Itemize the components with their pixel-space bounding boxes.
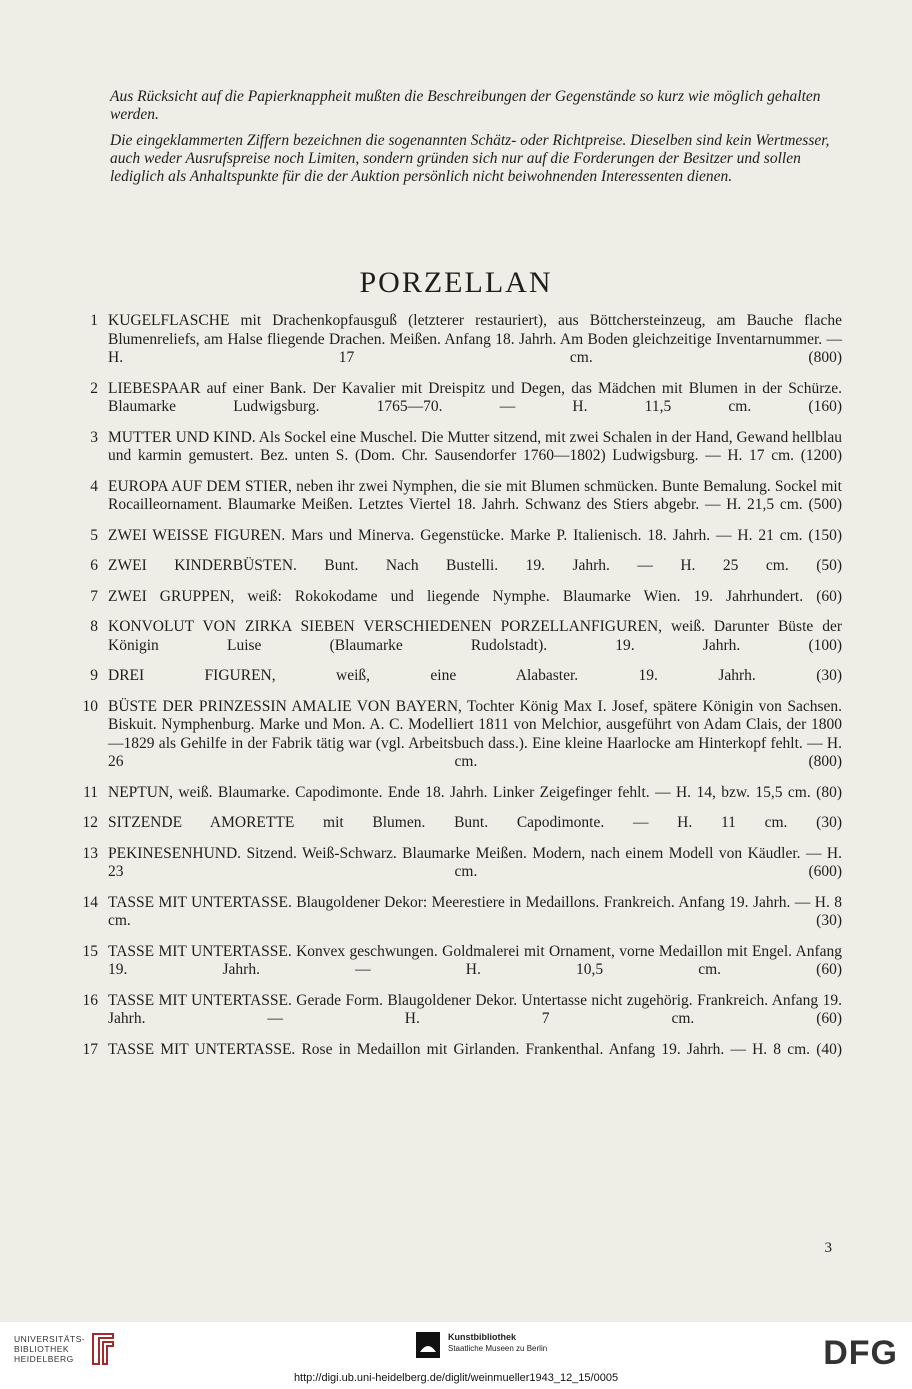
lot-text: TASSE MIT UNTERTASSE. Rose in Medaillon mit Girlanden. Frankenthal. Anfang 19. Jahrh. — H. 8 cm. — [108, 1040, 811, 1058]
lot-number: 4 — [90, 477, 98, 495]
uni-line-3: HEIDELBERG — [14, 1354, 74, 1364]
dfg-logo[interactable]: DFG — [823, 1334, 898, 1372]
lot-number: 16 — [82, 991, 98, 1009]
lot-number: 5 — [90, 526, 98, 544]
source-url[interactable]: http://digi.ub.uni-heidelberg.de/diglit/weinmueller1943_12_15/0005 — [293, 1372, 619, 1384]
lot-entry — [60, 527, 842, 546]
lot-entry — [60, 943, 842, 980]
kb-title: Kunstbibliothek — [448, 1332, 516, 1342]
lot-entry — [60, 698, 842, 772]
lot-text: TASSE MIT UNTERTASSE. Gerade Form. Blaugoldener Dekor. Untertasse nicht zugehörig. Frankreich. Anfang 19. Jahrh. — H. 7 cm. — [108, 991, 842, 1027]
lot-entry — [60, 312, 842, 368]
lot-text: ZWEI GRUPPEN, weiß: Rokokodame und liegende Nymphe. Blaumarke Wien. 19. Jahrhundert. — [108, 587, 804, 605]
lot-description — [108, 527, 842, 546]
kunstbibliothek-text — [448, 1332, 547, 1354]
uni-line-1: UNIVERSITÄTS- — [14, 1334, 86, 1344]
lot-entry — [60, 814, 842, 833]
lot-number: 7 — [90, 587, 98, 605]
lot-number: 17 — [82, 1040, 98, 1058]
lot-description — [108, 698, 842, 772]
lot-number: 8 — [90, 618, 98, 635]
lot-description — [108, 814, 842, 833]
page-number: 3 — [824, 1240, 832, 1256]
lot-description — [108, 312, 842, 368]
lot-number: 13 — [82, 844, 98, 862]
lot-estimate: (60) — [816, 587, 843, 605]
intro-note — [110, 88, 840, 194]
lot-text: ZWEI KINDERBÜSTEN. Bunt. Nach Bustelli. 19. Jahrh. — H. 25 cm. — [108, 557, 789, 574]
intro-paragraph-1: Aus Rücksicht auf die Papierknappheit mußten die Beschreibungen der Gegenstände so kurz wie möglich gehalten werden. — [110, 88, 821, 123]
lot-description — [108, 667, 842, 686]
lot-number: 2 — [90, 379, 98, 397]
footer-bar — [0, 1322, 912, 1389]
lot-text: TASSE MIT UNTERTASSE. Blaugoldener Dekor: Meerestiere in Medaillons. Frankreich. Anfang 19. Jahrh. — H. 8 cm. — [108, 893, 842, 929]
lot-description — [108, 429, 842, 466]
lot-entry — [60, 992, 842, 1029]
lot-entry — [60, 845, 842, 882]
lot-number: 10 — [82, 697, 98, 715]
lot-estimate: (60) — [816, 1010, 843, 1027]
lot-entry — [60, 557, 842, 576]
lot-text: NEPTUN, weiß. Blaumarke. Capodimonte. Ende 18. Jahrh. Linker Zeigefinger fehlt. — H. 14, bzw. 15,5 cm. — [108, 783, 811, 801]
lot-estimate: (80) — [816, 783, 842, 801]
lot-description — [108, 1041, 842, 1060]
lot-description — [108, 992, 842, 1029]
lot-text: KUGELFLASCHE mit Drachenkopfausguß (letzterer restauriert), aus Böttchersteinzeug, am Bauche flache Blumenreliefs, am Halse fliegende Drachen. Meißen. Anfang 18. Jahrh. Am Boden gleichzeitige Inventarnummer. — H. 17 cm. — [108, 312, 842, 366]
lot-description — [108, 618, 842, 655]
lot-entry — [60, 1041, 842, 1060]
lot-entry — [60, 588, 842, 607]
lot-number: 15 — [82, 942, 98, 960]
lot-entry — [60, 894, 842, 931]
lot-text: SITZENDE AMORETTE mit Blumen. Bunt. Capodimonte. — H. 11 cm. — [108, 814, 788, 831]
lot-text: MUTTER UND KIND. Als Sockel eine Muschel. Die Mutter sitzend, mit zwei Schalen in der Hand, Gewand hellblau und karmin gemustert. Bez. unten S. (Dom. Chr. Sausendorfer 1760—1802) Ludwigsburg. — H. 17 cm. — [108, 428, 842, 464]
kunstbibliothek-logo[interactable] — [416, 1332, 547, 1358]
kunstbibliothek-emblem-icon — [416, 1332, 440, 1358]
lot-description — [108, 478, 842, 515]
lot-number: 9 — [90, 667, 98, 684]
lot-text: TASSE MIT UNTERTASSE. Konvex geschwungen. Goldmalerei mit Ornament, vorne Medaillon mit Engel. Anfang 19. Jahrh. — H. 10,5 cm. — [108, 942, 842, 978]
lot-estimate: (800) — [808, 349, 842, 366]
university-library-text — [14, 1334, 85, 1364]
lot-number: 14 — [82, 893, 98, 911]
lot-text: EUROPA AUF DEM STIER, neben ihr zwei Nymphen, die sie mit Blumen schmücken. Bunte Bemalung. Sockel mit Rocailleornament. Blaumarke Meißen. Letztes Viertel 18. Jahrh. Schwanz des Stiers abgebr. — H. 21,5 cm. — [108, 477, 842, 513]
lot-estimate: (160) — [808, 398, 842, 415]
lot-estimate: (150) — [808, 526, 842, 544]
university-library-logo[interactable] — [14, 1332, 117, 1366]
section-title: PORZELLAN — [359, 266, 553, 299]
lot-entry — [60, 380, 842, 417]
lot-estimate: (800) — [808, 753, 843, 770]
lot-description — [108, 784, 842, 803]
lot-text: BÜSTE DER PRINZESSIN AMALIE VON BAYERN, Tochter König Max I. Josef, spätere Königin von Sachsen. Biskuit. Nymphenburg. Marke und Mon. A. C. Modelliert 1811 von Melchior, ausgeführt von Adam Clais, der 1800—1829 als Gehilfe in der Fabrik tätig war (vgl. Arbeitsbuch dass.). Eine kleine Haarlocke am Hinterkopf fehlt. — H. 26 cm. — [108, 697, 842, 770]
lot-estimate: (100) — [808, 636, 843, 654]
lot-estimate: (30) — [816, 667, 843, 684]
lot-list — [60, 312, 842, 1071]
lot-description — [108, 588, 842, 607]
lot-text: KONVOLUT VON ZIRKA SIEBEN VERSCHIEDENEN PORZELLANFIGUREN, weiß. Darunter Büste der Königin Luise (Blaumarke Rudolstadt). 19. Jahrh. — [108, 618, 842, 654]
lot-entry — [60, 429, 842, 466]
lot-entry — [60, 618, 842, 655]
lot-number: 1 — [90, 312, 98, 329]
lot-estimate: (40) — [816, 1040, 843, 1058]
lot-entry — [60, 478, 842, 515]
lot-estimate: (60) — [816, 961, 842, 978]
lot-text: DREI FIGUREN, weiß, eine Alabaster. 19. Jahrh. — [108, 667, 756, 684]
lot-description — [108, 943, 842, 980]
lot-description — [108, 894, 842, 931]
uni-line-2: BIBLIOTHEK — [14, 1344, 70, 1354]
lot-description — [108, 380, 842, 417]
lot-text: LIEBESPAAR auf einer Bank. Der Kavalier mit Dreispitz und Degen, das Mädchen mit Blumen in der Schürze. Blaumarke Ludwigsburg. 1765—70. — H. 11,5 cm. — [108, 379, 842, 415]
lot-estimate: (30) — [816, 912, 842, 929]
lot-text: PEKINESENHUND. Sitzend. Weiß-Schwarz. Blaumarke Meißen. Modern, nach einem Modell von Käudler. — H. 23 cm. — [108, 844, 842, 880]
lot-estimate: (30) — [816, 814, 842, 831]
lot-number: 3 — [90, 428, 98, 446]
lot-description — [108, 557, 842, 576]
lot-number: 12 — [82, 814, 98, 831]
lot-description — [108, 845, 842, 882]
lot-number: 11 — [83, 783, 98, 801]
lot-entry — [60, 667, 842, 686]
lot-number: 6 — [90, 557, 98, 574]
lot-estimate: (600) — [808, 863, 843, 880]
university-emblem-icon — [89, 1332, 117, 1366]
intro-paragraph-2: Die eingeklammerten Ziffern bezeichnen die sogenannten Schätz- oder Richtpreise. Dieselben sind kein Wertmesser, auch weder Ausrufspreise noch Limiten, sondern gründen sich nur auf die Forderungen der Besitzer und sollen lediglich als Anhaltspunkte für die der Auktion persönlich nicht beiwohnenden Interessenten dienen. — [110, 132, 830, 185]
lot-estimate: (500) — [808, 496, 843, 513]
lot-estimate: (50) — [816, 557, 843, 574]
lot-entry — [60, 784, 842, 803]
lot-text: ZWEI WEISSE FIGUREN. Mars und Minerva. Gegenstücke. Marke P. Italienisch. 18. Jahrh. — H. 21 cm. — [108, 526, 803, 544]
lot-estimate: (1200) — [800, 447, 843, 464]
kb-subtitle: Staatliche Museen zu Berlin — [448, 1344, 548, 1353]
